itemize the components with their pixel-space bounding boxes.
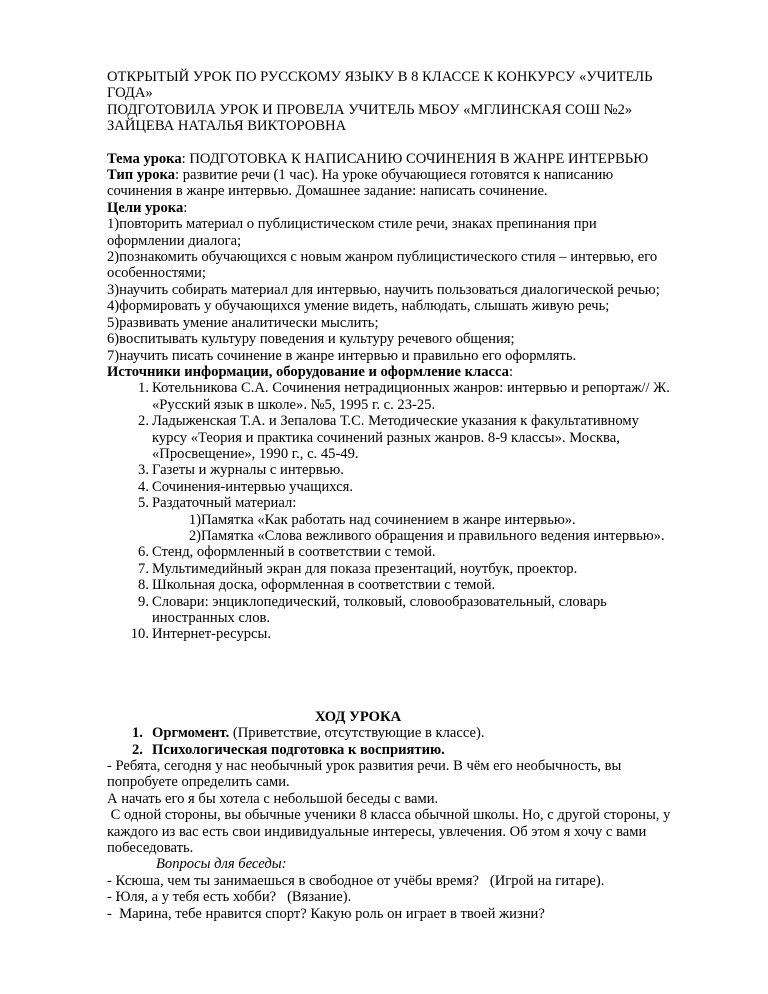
sources-heading: Источники информации, оборудование и оформление класса: (107, 363, 514, 380)
type-line: сочинения в жанре интервью. Домашнее задание: написать сочинение. (107, 183, 548, 200)
source-number: 8. (138, 577, 149, 594)
header-line: ЗАЙЦЕВА НАТАЛЬЯ ВИКТОРОВНА (107, 118, 347, 135)
goal-line: 4)формировать у обучающихся умение видеть, наблюдать, слышать живую речь; (107, 298, 610, 315)
lesson-step (107, 742, 713, 758)
source-line: Котельникова С.А. Сочинения нетрадиционных жанров: интервью и репортаж// Ж. (152, 380, 670, 397)
type-label: Тип урока (107, 167, 176, 184)
handout-text: Памятка «Как работать над сочинением в жанре интервью». (201, 511, 576, 528)
text-line: попробуете определить сами. (107, 774, 290, 791)
question-line: - Ксюша, чем ты занимаешься в свободное от учёбы время? (Игрой на гитаре). (107, 872, 605, 889)
step-number: 2. (132, 741, 143, 758)
text-line: каждого из вас есть свои индивидуальные интересы, увлечения. Об этом я хочу с вами (107, 823, 647, 840)
step-note: (Приветствие, отсутствующие в классе). (229, 725, 485, 742)
source-number: 7. (138, 560, 149, 577)
source-line: Газеты и журналы с интервью. (152, 462, 344, 479)
text-line: С одной стороны, вы обычные ученики 8 класса обычной школы. Но, с другой стороны, у (107, 807, 671, 824)
handout-item (107, 512, 713, 528)
topic-label: Тема урока (107, 150, 182, 167)
text-line: А начать его я бы хотела с небольшой беседы с вами. (107, 790, 439, 807)
source-line: Сочинения-интервью учащихся. (152, 478, 354, 495)
source-line: курсу «Теория и практика сочинений разных жанров. 8-9 классы». Москва, (152, 429, 620, 446)
goals-list (107, 216, 713, 364)
header-line: ПОДГОТОВИЛА УРОК И ПРОВЕЛА УЧИТЕЛЬ МБОУ «МГЛИНСКАЯ СОШ №2» (107, 101, 633, 118)
source-item (107, 495, 713, 544)
source-item (107, 413, 713, 462)
header-line: ГОДА» (107, 85, 153, 102)
source-line: «Русский язык в школе». №5, 1995 г. с. 23-25. (152, 396, 436, 413)
source-line: Школьная доска, оформленная в соответствии с темой. (152, 577, 496, 594)
handout-number: 1) (188, 511, 201, 528)
question-line: - Марина, тебе нравится спорт? Какую роль он играет в твоей жизни? (107, 905, 545, 922)
source-number: 6. (138, 544, 149, 561)
source-number: 9. (138, 593, 149, 610)
lesson-text (107, 758, 713, 856)
text-line: - Ребята, сегодня у нас необычный урок развития речи. В чём его необычность, вы (107, 758, 622, 775)
question-line: - Юля, а у тебя есть хобби? (Вязание). (107, 889, 352, 906)
document-page (107, 69, 713, 922)
source-number: 4. (138, 478, 149, 495)
source-line: Интернет-ресурсы. (152, 626, 271, 643)
handout-number: 2) (188, 527, 201, 544)
source-item (107, 479, 713, 495)
step-title: Оргмомент. (152, 725, 230, 742)
lesson-steps (107, 725, 713, 758)
goal-line: 5)развивать умение аналитически мыслить; (107, 314, 379, 331)
source-number: 3. (138, 462, 149, 479)
header-line: ОТКРЫТЫЙ УРОК ПО РУССКОМУ ЯЗЫКУ В 8 КЛАССЕ К КОНКУРСУ «УЧИТЕЛЬ (107, 69, 653, 85)
source-number: 5. (138, 495, 149, 512)
source-line: Мультимедийный экран для показа презентаций, ноутбук, проектор. (152, 560, 578, 577)
lesson-plan-title: ХОД УРОКА (315, 708, 402, 725)
source-number: 10. (130, 626, 149, 643)
source-line: Словари: энциклопедический, толковый, словообразовательный, словарь (152, 593, 607, 610)
goal-line: 1)повторить материал о публицистическом стиле речи, знаках препинания при (107, 216, 597, 233)
source-item (107, 462, 713, 478)
type-line: : развитие речи (1 час). На уроке обучающиеся готовятся к написанию (175, 167, 614, 184)
goal-line: оформлении диалога; (107, 232, 242, 249)
source-number: 2. (138, 413, 149, 430)
source-line: Раздаточный материал: (152, 495, 297, 512)
source-number: 1. (138, 380, 149, 397)
source-item (107, 577, 713, 593)
questions-label: Вопросы для беседы: (156, 856, 287, 873)
goals-heading: Цели урока: (107, 199, 188, 216)
goal-line: особенностями; (107, 265, 206, 282)
source-line: Ладыженская Т.А. и Зепалова Т.С. Методические указания к факультативному (152, 413, 639, 430)
source-line: Стенд, оформленный в соответствии с темой. (152, 544, 436, 561)
handout-list (152, 512, 713, 545)
goal-line: 3)научить собирать материал для интервью, научить пользоваться диалогической речью; (107, 281, 660, 298)
sources-list (107, 380, 713, 643)
step-number: 1. (132, 725, 143, 742)
lesson-step (107, 725, 713, 741)
lesson-topic (107, 151, 713, 167)
source-item (107, 594, 713, 627)
goal-line: 7)научить писать сочинение в жанре интервью и правильно его оформлять. (107, 347, 577, 364)
source-item (107, 544, 713, 560)
source-item (107, 380, 713, 413)
handout-text: Памятка «Слова вежливого обращения и правильного ведения интервью». (201, 527, 665, 544)
source-line: иностранных слов. (152, 610, 271, 626)
goal-line: 2)познакомить обучающихся с новым жанром публицистического стиля – интервью, его (107, 249, 658, 266)
questions-list (107, 873, 713, 922)
handout-item (107, 528, 713, 544)
source-line: «Просвещение», 1990 г., с. 45-49. (152, 445, 359, 462)
step-title: Психологическая подготовка к восприятию. (152, 741, 445, 758)
source-item (107, 561, 713, 577)
lesson-type (107, 167, 713, 183)
source-item (107, 626, 713, 642)
topic-text: : ПОДГОТОВКА К НАПИСАНИЮ СОЧИНЕНИЯ В ЖАНРЕ ИНТЕРВЬЮ (181, 150, 649, 167)
text-line: побеседовать. (107, 840, 194, 857)
goal-line: 6)воспитывать культуру поведения и культуру речевого общения; (107, 331, 515, 348)
